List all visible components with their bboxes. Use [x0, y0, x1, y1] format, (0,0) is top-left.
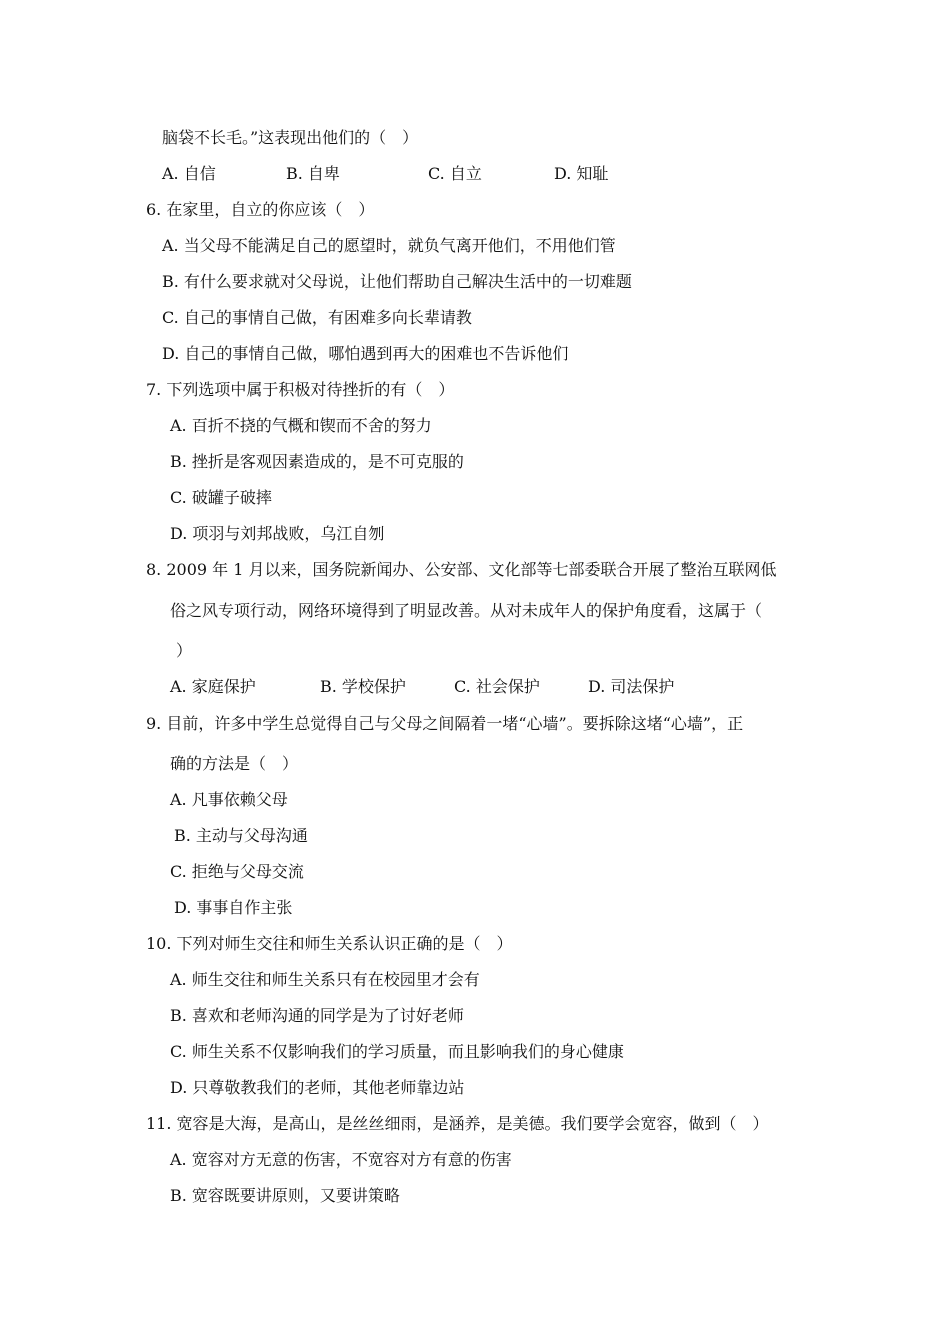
q5-option-b: B. 自卑	[286, 164, 340, 183]
q11-option-b: B. 宽容既要讲原则，又要讲策略	[170, 1186, 400, 1205]
question-6: 6. 在家里，自立的你应该（ ）	[146, 200, 375, 219]
q9-option-b: B. 主动与父母沟通	[174, 826, 308, 845]
question-5-continuation: 脑袋不长毛。”这表现出他们的（ ）	[162, 128, 419, 147]
question-5-options	[0, 164, 950, 184]
q9-option-d: D. 事事自作主张	[174, 898, 293, 917]
q7-option-b: B. 挫折是客观因素造成的，是不可克服的	[170, 452, 464, 471]
q6-option-b: B. 有什么要求就对父母说，让他们帮助自己解决生活中的一切难题	[162, 272, 632, 291]
q5-option-d: D. 知耻	[554, 164, 609, 183]
q11-option-a: A. 宽容对方无意的伤害，不宽容对方有意的伤害	[170, 1150, 512, 1169]
q7-option-c: C. 破罐子破摔	[170, 488, 272, 507]
q8-option-a: A. 家庭保护	[170, 677, 256, 696]
q10-option-b: B. 喜欢和老师沟通的同学是为了讨好老师	[170, 1006, 464, 1025]
q6-option-a: A. 当父母不能满足自己的愿望时，就负气离开他们，不用他们管	[162, 236, 616, 255]
question-8-options	[0, 677, 950, 697]
q5-option-c: C. 自立	[428, 164, 482, 183]
q8-option-c: C. 社会保护	[454, 677, 540, 696]
q6-option-d: D. 自己的事情自己做，哪怕遇到再大的困难也不告诉他们	[162, 344, 569, 363]
question-8-line-3: ）	[176, 641, 193, 660]
question-9-line-1: 9. 目前，许多中学生总觉得自己与父母之间隔着一堵“心墙”。要拆除这堵“心墙”，正	[146, 714, 744, 733]
q7-option-d: D. 项羽与刘邦战败，乌江自刎	[170, 524, 385, 543]
q8-option-b: B. 学校保护	[320, 677, 406, 696]
q9-option-c: C. 拒绝与父母交流	[170, 862, 304, 881]
question-10: 10. 下列对师生交往和师生关系认识正确的是（ ）	[146, 934, 513, 953]
q8-option-d: D. 司法保护	[588, 677, 675, 696]
q7-option-a: A. 百折不挠的气概和锲而不舍的努力	[170, 416, 432, 435]
q10-option-a: A. 师生交往和师生关系只有在校园里才会有	[170, 970, 480, 989]
q9-option-a: A. 凡事依赖父母	[170, 790, 288, 809]
q10-option-d: D. 只尊敬教我们的老师，其他老师靠边站	[170, 1078, 465, 1097]
q10-option-c: C. 师生关系不仅影响我们的学习质量，而且影响我们的身心健康	[170, 1042, 624, 1061]
question-8-line-1: 8. 2009 年 1 月以来，国务院新闻办、公安部、文化部等七部委联合开展了整治互联网低	[146, 560, 777, 579]
q5-option-a: A. 自信	[162, 164, 216, 183]
question-8-line-2: 俗之风专项行动，网络环境得到了明显改善。从对未成年人的保护角度看，这属于（	[170, 601, 763, 620]
question-11: 11. 宽容是大海，是高山，是丝丝细雨，是涵养，是美德。我们要学会宽容，做到（ ）	[146, 1114, 769, 1133]
question-7: 7. 下列选项中属于积极对待挫折的有（ ）	[146, 380, 455, 399]
question-9-line-2: 确的方法是（ ）	[170, 754, 299, 773]
q6-option-c: C. 自己的事情自己做，有困难多向长辈请教	[162, 308, 472, 327]
